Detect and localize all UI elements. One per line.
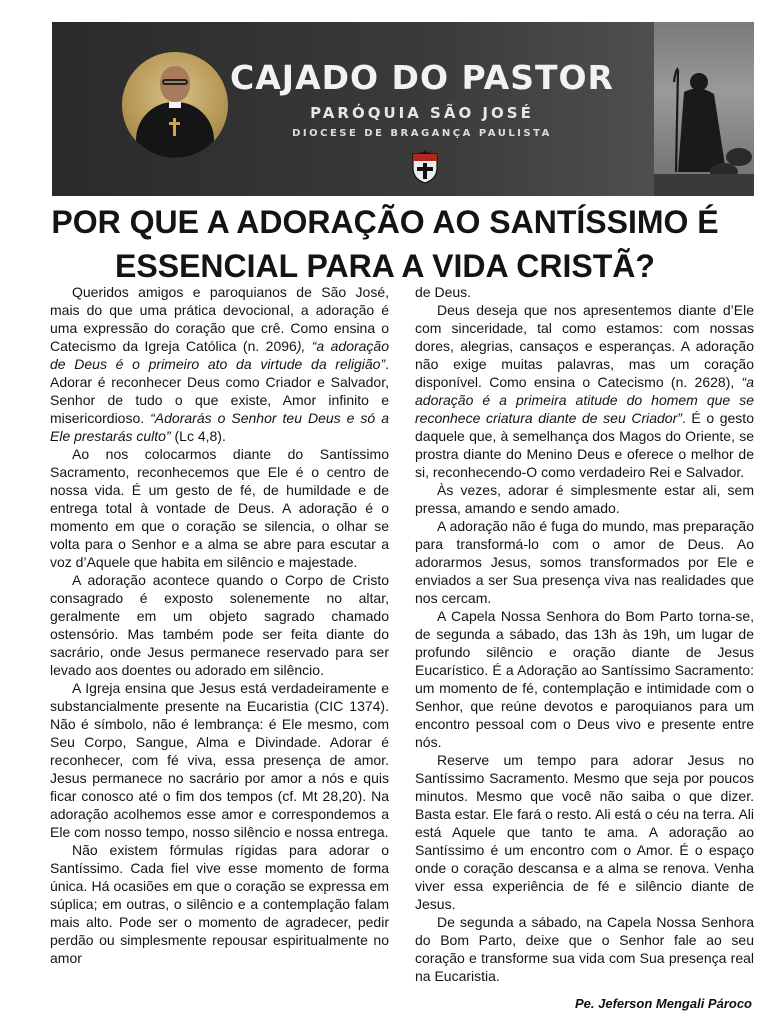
paragraph-continuation: de Deus. — [415, 284, 472, 300]
diocese-crest-icon — [410, 150, 440, 184]
shepherd-photo — [654, 22, 754, 196]
paragraph-text: . Adorar é reconhecer Deus como Criador e Salvador, Senhor de tudo o que existe, Amor infinito e misericordioso. — [50, 356, 389, 426]
paragraph: A Igreja ensina que Jesus está verdadeiramente e substancialmente presente na Eucaristia (CIC 1374). Não é símbolo, não é lembrança: é Ele mesmo, com Seu Corpo, Sangue, Alma e Divindade. Adorar é reconhecer, com fé viva, essa presença de amor. Jesus permanece no sacrário por amor a nós e quis ficar conosco até o fim dos tempos (cf. Mt 28,20). Na adoração acolhemos esse amor e correspondemos a Ele com nosso tempo, nosso silêncio e nossa entrega. — [50, 680, 389, 840]
paragraph: Reserve um tempo para adorar Jesus no Santíssimo Sacramento. Mesmo que seja por poucos minutos. Mesmo que você não saiba o que dizer. Basta estar. Ele fará o resto. Ali está o céu na terra. Ali está Aquele que tanto te ama. A adoração ao Santíssimo é um encontro com o Amor. É o espaço onde o coração descansa e a alma se renova. Venha viver essa experiência de fé e silêncio diante de Jesus. — [415, 752, 754, 912]
paragraph — [415, 301, 754, 481]
masthead-banner — [52, 22, 754, 196]
headline-line-2: ESSENCIAL PARA A VIDA CRISTÃ? — [115, 248, 655, 284]
pectoral-cross-icon — [173, 118, 176, 136]
paragraph-text: Deus deseja que nos apresentemos diante d’Ele com sinceridade, tal como estamos: com nossas dores, alegrias, cansaços e esperanças. A adoração não exige muitas palavras, mas um coração disponível. Como ensina o Catecismo (n. 2628), — [415, 302, 754, 390]
catechism-quote: “a adoração é a primeira atitude do homem que se reconhece criatura diante de seu Criador” — [415, 374, 754, 426]
scripture-quote: “Adorarás o Senhor teu Deus e só a Ele prestarás culto” — [50, 410, 389, 444]
paragraph: Não existem fórmulas rígidas para adorar o Santíssimo. Cada fiel vive esse momento de forma única. Há ocasiões em que o coração se expressa em súplica; em outras, o silêncio e a contemplação falam mais alto. Pode ser o momento de agradecer, pedir perdão ou simplesmente repousar espiritualmente no amor — [50, 842, 389, 966]
masthead-parish: PARÓQUIA SÃO JOSÉ — [310, 104, 534, 122]
masthead-diocese: DIOCESE DE BRAGANÇA PAULISTA — [292, 128, 552, 139]
catechism-quote: ), “a adoração de Deus é o primeiro ato da virtude da religião” — [50, 338, 389, 372]
paragraph-text: (Lc 4,8). — [170, 428, 226, 444]
paragraph: A adoração não é fuga do mundo, mas preparação para transformá-lo com o amor de Deus. Ao adorarmos Jesus, somos transformados por Ele e enviados a ser Sua presença viva nas realidades que nos cercam. — [415, 518, 754, 606]
paragraph: Às vezes, adorar é simplesmente estar ali, sem pressa, amando e sendo amado. — [415, 482, 754, 516]
paragraph: De segunda a sábado, na Capela Nossa Senhora do Bom Parto, deixe que o Senhor fale ao seu coração e transforme sua vida com Sua presença real na Eucaristia. — [415, 914, 754, 984]
portrait-glasses — [162, 79, 188, 85]
paragraph-text: Queridos amigos e paroquianos de São José, mais do que uma prática devocional, a adoração é uma expressão do coração que crê. Como ensina o Catecismo da Igreja Católica (n. 2096 — [50, 284, 389, 354]
paragraph: Ao nos colocarmos diante do Santíssimo Sacramento, reconhecemos que Ele é o centro de nossa vida. É um gesto de fé, de humildade e de entrega total à vontade de Deus. A adoração é o momento em que o coração se silencia, o olhar se volta para o Senhor e a alma se abre para escutar a voz d’Aquele que habita em silêncio e majestade. — [50, 446, 389, 570]
article-column-right — [415, 283, 754, 985]
author-signature: Pe. Jeferson Mengali Pároco — [574, 996, 752, 1011]
portrait-collar — [169, 102, 181, 108]
paragraph-text: . É o gesto daquele que, à semelhança dos Magos do Oriente, se prostra diante do Menino Deus e oferece o melhor de si, reconhecendo-O como verdadeiro Rei e Salvador. — [415, 410, 754, 480]
paragraph — [50, 283, 389, 445]
headline-line-1: POR QUE A ADORAÇÃO AO SANTÍSSIMO É — [51, 204, 719, 240]
masthead-title: CAJADO DO PASTOR — [230, 58, 614, 97]
paragraph: A Capela Nossa Senhora do Bom Parto torna-se, de segunda a sábado, das 13h às 19h, um lugar de profundo silêncio e oração diante de Jesus Eucarístico. É a Adoração ao Santíssimo Sacramento: um momento de fé, contemplação e intimidade com o Senhor, que reúne devotos e paroquianos para um encontro pessoal com o Deus vivo e presente entre nós. — [415, 608, 754, 750]
article-column-left — [50, 283, 389, 967]
shepherd-silhouette-icon — [654, 22, 754, 196]
article-headline — [30, 200, 740, 288]
paragraph: A adoração acontece quando o Corpo de Cristo consagrado é exposto solenemente no altar, geralmente em um objeto sagrado chamado ostensório. Mas também pode ser feita diante do sacrário, onde Jesus permanece reservado para ser levado aos doentes ou adorado em silêncio. — [50, 572, 389, 678]
